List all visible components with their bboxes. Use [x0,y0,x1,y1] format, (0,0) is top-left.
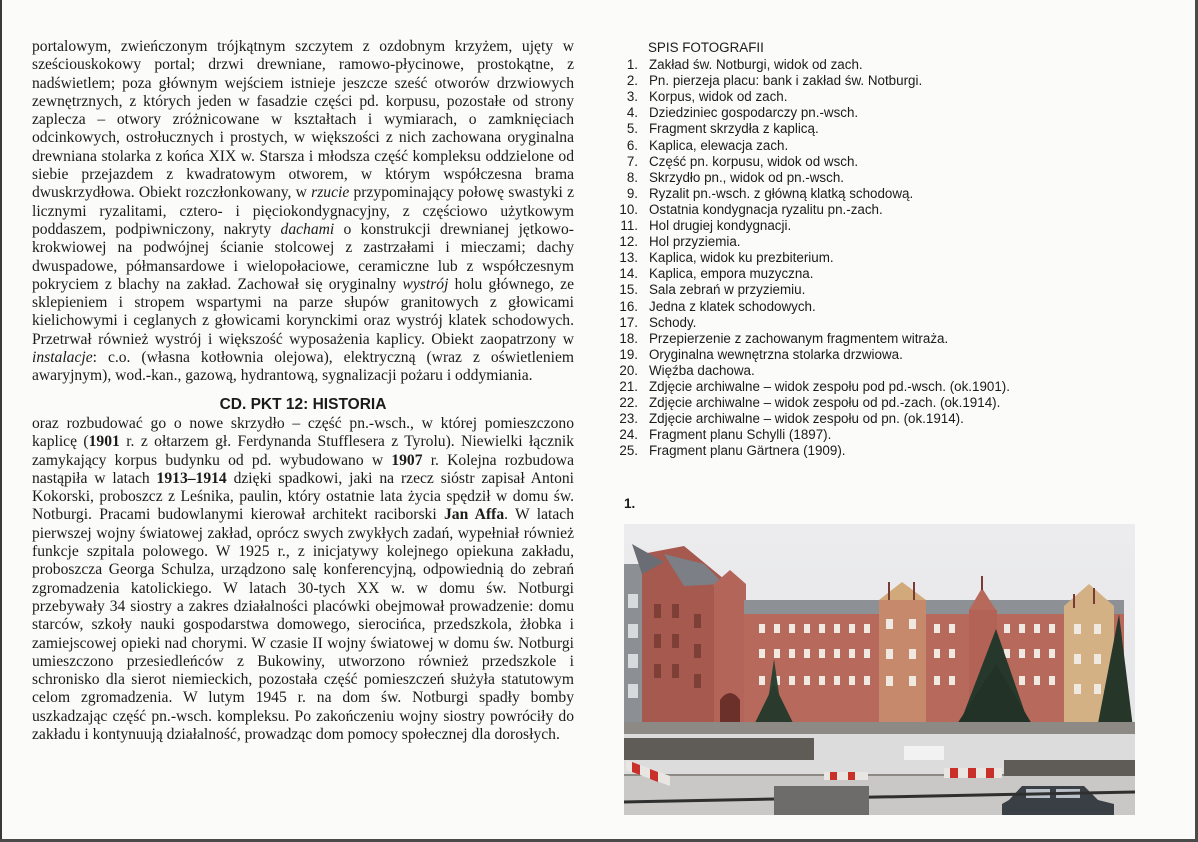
text-run: przypominający połowę swastyki z licznymi ryzalitami, cztero- i pięciokondygnacyjny, z częściowo użytkowym poddaszem, podpiwniczony, nakryty [32,184,574,238]
photo-list-caption: Zdjęcie archiwalne – widok zespołu od pn. (ok.1914). [649,411,964,427]
photo-list-item [612,186,1152,202]
photo-list-number: 15. [619,282,638,298]
photo-list-number: 4. [626,105,638,121]
photo-list-number: 2. [626,73,638,89]
photo-list-number: 22. [619,395,638,411]
photo-list-caption: Hol przyziemia. [649,234,741,250]
building-photo-drawing [624,524,1135,815]
photo-list-caption: Sala zebrań w przyziemiu. [649,282,806,298]
photo-list-caption: Zdjęcie archiwalne – widok zespołu od pd.-zach. (ok.1914). [649,395,1001,411]
photo-list-caption: Fragment planu Schylli (1897). [649,427,832,443]
photo-list-number: 3. [626,89,638,105]
photo-list-item [612,138,1152,154]
photo-list-caption: Zakład św. Notburgi, widok od zach. [649,57,863,73]
photo-list-number: 10. [619,201,638,217]
text-run: o konstrukcji drewnianej jętkowo-krokwiowej na podwójnej ścianie stolcowej z zastrzałami i mieczami; dachy dwuspadowe, półmansardowe i wielopołaciowe, ceramiczne lub z współczesnym pokryciem z blachy na zakład. Zachował się oryginalny [32,220,574,293]
photo-list-item [612,57,1152,73]
photo-list-item [612,202,1152,218]
photo-list-item [612,427,1152,443]
photo-list-caption: Fragment planu Gärtnera (1909). [649,443,846,459]
photo-list-item [612,282,1152,298]
photo-list-caption: Skrzydło pn., widok od pn.-wsch. [649,169,844,185]
paragraph-description [32,38,574,386]
figure-label: 1. [624,496,636,511]
text-run: r. z ołtarzem gł. Ferdynanda Stufflesera z Tyrolu). Niewielki łącznik zamykający korpus budynku od pd. wybudowano w [32,433,574,469]
bold-date: 1913–1914 [156,469,227,487]
photo-list-number: 7. [626,153,638,169]
photo-list-number: 21. [619,378,638,394]
photo-list-caption: Część pn. korpusu, widok od wsch. [649,153,859,169]
photo-list-number: 9. [626,185,638,201]
text-run: oraz rozbudować go o nowe skrzydło – część pn.-wsch., w której pomieszczono kaplicę ( [32,414,574,451]
photo-list-title: SPIS FOTOGRAFII [648,40,764,55]
photo-list-number: 23. [619,411,638,427]
photo-list-caption: Oryginalna wewnętrzna stolarka drzwiowa. [649,346,903,362]
photo-list-item [612,443,1152,459]
bold-date: 1907 [391,451,423,469]
photo-list-caption: Pn. pierzeja placu: bank i zakład św. Notburgi. [649,73,923,89]
text-run: r. Kolejna rozbudowa nastąpiła w latach [32,451,574,487]
photo-list-item [612,315,1152,331]
photo-list-caption: Więźba dachowa. [649,362,755,378]
photo-list-number: 24. [619,427,638,443]
photo-list-number: 25. [619,443,638,459]
photo-list-number: 12. [619,234,638,250]
section-heading: CD. PKT 12: HISTORIA [219,395,387,413]
text-run: dzięki spadkowi, jaki na rzecz sióstr zapisał Antoni Kokorski, proboszcz z Leśnika, paulin, który ostatnie lata życia spędził w domu św. Notburgi. Pracami budowlanymi kierował architekt raciborski [32,469,575,524]
photo-list-item [612,89,1152,105]
photo-list-caption: Dziedziniec gospodarczy pn.-wsch. [649,105,859,121]
text-run: . W latach pierwszej wojny światowej zakład, oprócz swych zwykłych zadań, wypełniał również funkcje szpitala polowego. W 1925 r., z inicjatywy kolejnego opiekuna zakładu, proboszcza Georga Schulza, urządzono salę konferencyjną, odpowiednią do zebrań zgromadzenia katolickiego. W latach 30-tych XX w. w domu św. Notburgi przebywały 34 siostry a zakres działalności placówki obejmował prowadzenie: domu starców, szkoły nauki gospodarstwa domowego, sierocińca, przedszkola, żłobka i zamiejscowej opieki nad chorymi. W czasie II wojny światowej w domu św. Notburgi umieszczono przesiedleńców z Bukowiny, utworzono również przedszkole i schronisko dla sierot niemieckich, pozostała część pomieszczeń służyła statutowym celom zgromadzenia. W lutym 1945 r. na dom św. Notburgi spadły bomby uszkadzając część pn.-wsch. kompleksu. Po zakończeniu wojny siostry powróciły do zakładu i kontynuują działalność, prowadząc dom pomocy społecznej dla dorosłych. [32,506,575,743]
building-photo [624,524,1135,815]
scan-edge-left [0,0,2,842]
photo-list-item [612,347,1152,363]
photo-list-caption: Przepierzenie z zachowanym fragmentem witraża. [649,330,949,346]
photo-list [612,40,1152,459]
photo-list-items [612,57,1152,459]
photo-list-number: 18. [619,330,638,346]
photo-list-item [612,395,1152,411]
photo-list-item [612,234,1152,250]
photo-list-item [612,154,1152,170]
photo-list-caption: Kaplica, elewacja zach. [649,137,789,153]
photo-list-caption: Jedna z klatek schodowych. [649,298,816,314]
photo-list-number: 16. [619,298,638,314]
photo-list-item [612,73,1152,89]
italic-term: instalacje [32,349,93,367]
photo-list-item [612,218,1152,234]
bold-architect-name: Jan Affa [443,506,505,524]
photo-list-caption: Hol drugiej kondygnacji. [649,218,792,234]
photo-list-number: 5. [626,121,638,137]
italic-term: rzucie [311,184,350,202]
photo-list-number: 13. [619,250,638,266]
photo-list-number: 20. [619,362,638,378]
italic-term: dachami [280,220,335,238]
photo-list-number: 6. [626,137,638,153]
text-run: holu głównego, ze sklepieniem i stropem wspartymi na parze słupów granitowych z głowicami kielichowymi i ceglanych z głowicami korynckimi oraz wystrój klatek schodowych. Przetrwał również wystrój i większość wyposażenia kaplicy. Obiekt zaopatrzony w [32,275,574,348]
text-run: portalowym, zwieńczonym trójkątnym szczytem z ozdobnym krzyżem, ujęty w sześciouskokowy portal; drzwi drewniane, ramowo-płycinowe, prostokątne, z nadświetlem; poza głównym wejściem istnieje jeszcze sześć otworów drzwiowych zewnętrznych, z których jeden w fasadzie części pd. korpusu, pozostałe od strony zaplecza – otwory zróżnicowane w kształtach i wymiarach, o zamknięciach odcinkowych, ostrołucznych i prostych, w większości z nich zachowana oryginalna drewniana stolarka z końca XIX w. Starsza i młodsza część kompleksu oddzielone od siebie przejazdem z kwadratowym otworem, w którym współczesna brama dwuskrzydłowa. Obiekt rozczłonkowany, w [32,38,574,202]
photo-list-item [612,363,1152,379]
photo-list-caption: Kaplica, widok ku prezbiterium. [649,250,834,266]
photo-list-item [612,105,1152,121]
photo-list-caption: Ostatnia kondygnacja ryzalitu pn.-zach. [649,201,883,217]
photo-list-item [612,379,1152,395]
photo-list-item [612,331,1152,347]
photo-list-item [612,411,1152,427]
photo-list-item [612,266,1152,282]
photo-list-caption: Schody. [649,314,697,330]
photo-list-number: 19. [619,346,638,362]
photo-list-number: 11. [620,218,638,234]
photo-list-number: 14. [619,266,638,282]
photo-list-caption: Fragment skrzydła z kaplicą. [649,121,819,137]
left-text-column [32,38,574,744]
photo-list-caption: Ryzalit pn.-wsch. z główną klatką schodową. [649,185,914,201]
photo-list-caption: Kaplica, empora muzyczna. [649,266,814,282]
photo-list-item [612,299,1152,315]
photo-list-item [612,121,1152,137]
photo-list-number: 8. [626,169,638,185]
photo-list-item [612,170,1152,186]
italic-term: wystrój [402,275,449,293]
photo-list-caption: Zdjęcie archiwalne – widok zespołu pod pd.-wsch. (ok.1901). [649,378,1010,394]
text-run: : c.o. (własna kotłownia olejowa), elektryczną (wraz z oświetleniem awaryjnym), wod.-kan., gazową, hydrantową, sygnalizacji pożaru i oddymiania. [32,349,574,385]
photo-list-number: 17. [619,314,638,330]
photo-list-item [612,250,1152,266]
photo-list-caption: Korpus, widok od zach. [649,89,788,105]
bold-date: 1901 [88,433,120,451]
photo-list-number: 1. [626,57,638,73]
paragraph-history [32,415,574,744]
